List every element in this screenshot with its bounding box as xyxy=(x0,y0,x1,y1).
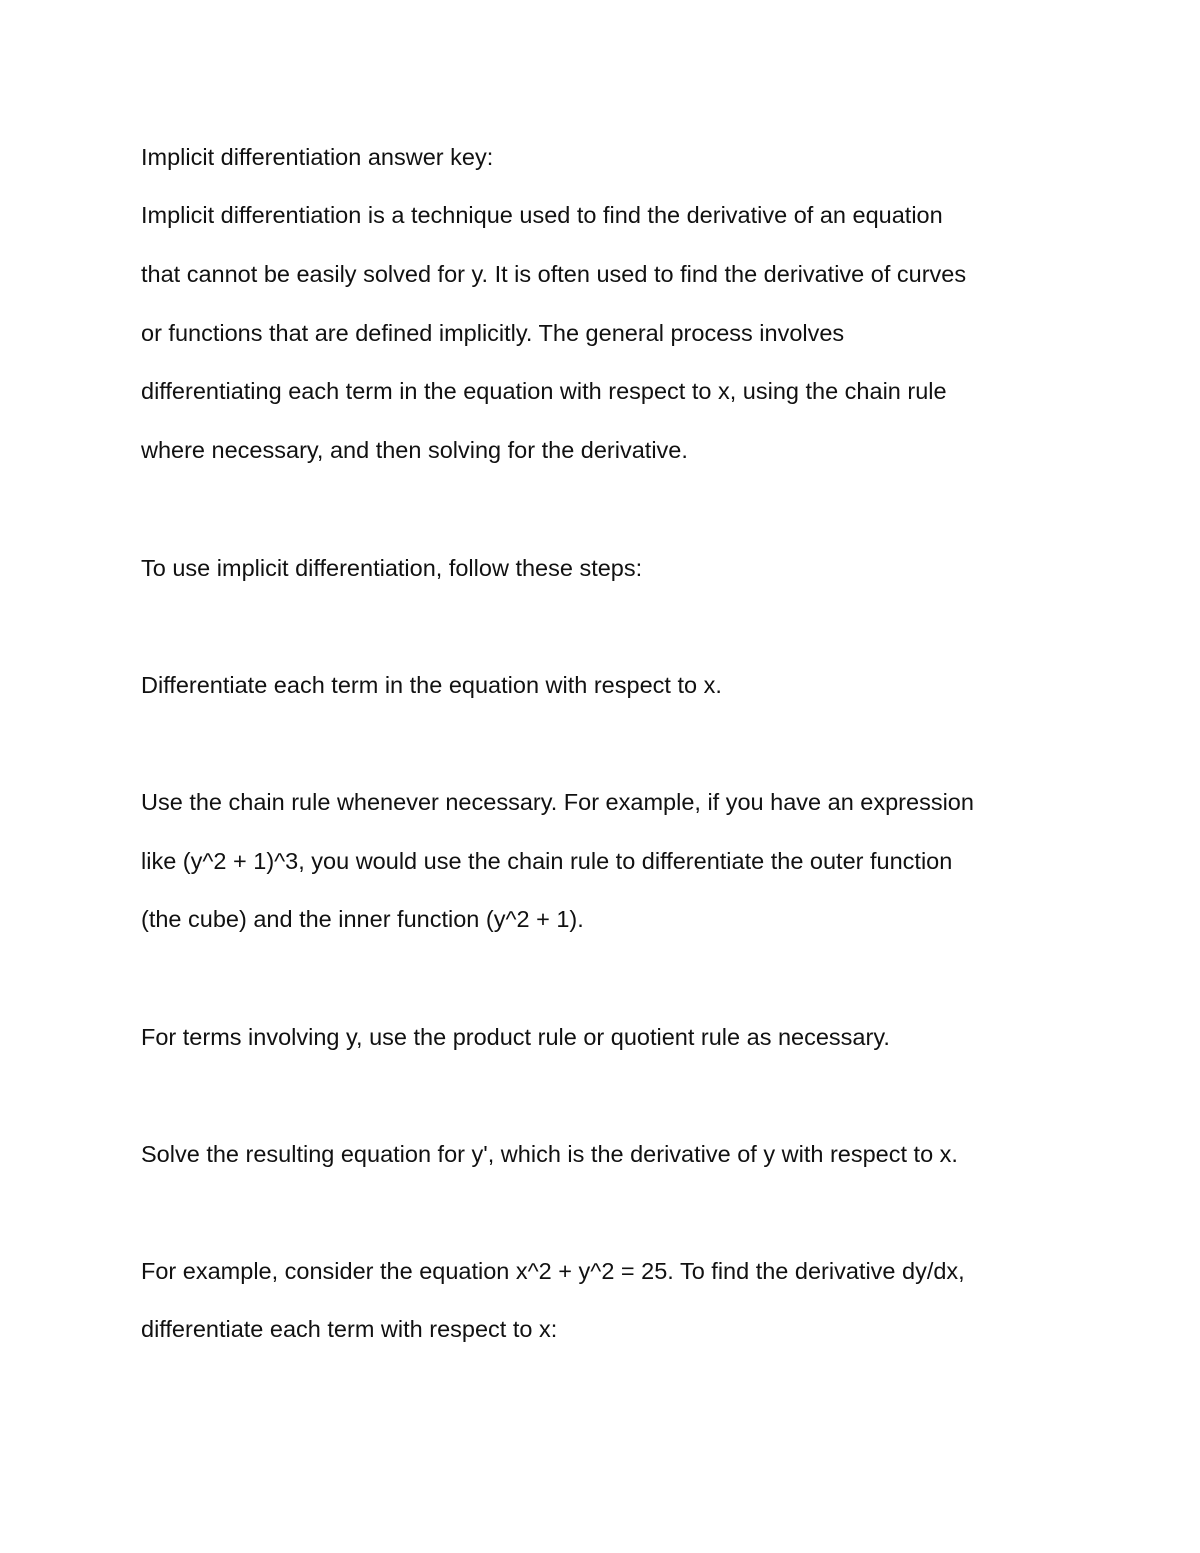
intro-line-2: that cannot be easily solved for y. It is often used to find the derivative of curves xyxy=(141,261,967,287)
intro-line-5: where necessary, and then solving for the derivative. xyxy=(141,437,688,463)
step-2-line-2: like (y^2 + 1)^3, you would use the chain rule to differentiate the outer function xyxy=(141,848,953,874)
step-3: For terms involving y, use the product rule or quotient rule as necessary. xyxy=(141,1024,890,1050)
document-title: Implicit differentiation answer key: xyxy=(141,144,494,170)
intro-line-4: differentiating each term in the equation with respect to x, using the chain rule xyxy=(141,378,947,404)
step-2-line-1: Use the chain rule whenever necessary. For example, if you have an expression xyxy=(141,789,974,815)
step-1: Differentiate each term in the equation with respect to x. xyxy=(141,672,722,698)
steps-heading: To use implicit differentiation, follow these steps: xyxy=(141,555,643,581)
step-2-line-3: (the cube) and the inner function (y^2 + 1). xyxy=(141,906,584,932)
intro-line-3: or functions that are defined implicitly. The general process involves xyxy=(141,320,845,346)
intro-line-1: Implicit differentiation is a technique used to find the derivative of an equation xyxy=(141,202,943,228)
example-line-1: For example, consider the equation x^2 + y^2 = 25. To find the derivative dy/dx, xyxy=(141,1258,965,1284)
step-4: Solve the resulting equation for y', which is the derivative of y with respect to x. xyxy=(141,1141,958,1167)
example-line-2: differentiate each term with respect to x: xyxy=(141,1316,558,1342)
